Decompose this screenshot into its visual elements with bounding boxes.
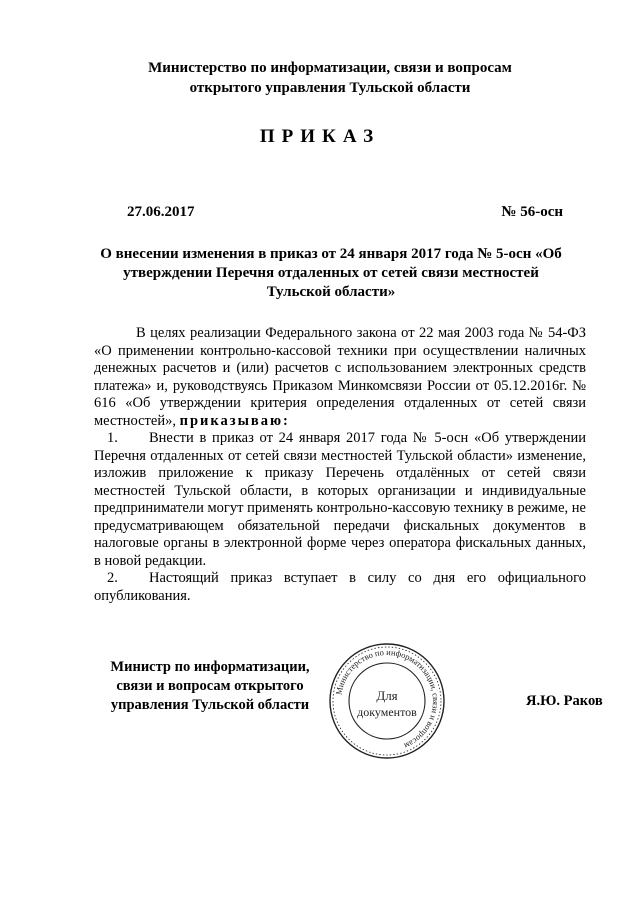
item-1-text: Внести в приказ от 24 января 2017 года № 5-осн «Об утверждении Перечня отдаленных от сетей связи местностей Тульской области» изменение, изложив приложение к приказу Перечень отдалённых от сетей связи местностей Тульской области, в которых организации и индивидуальные предприниматели могут применять контрольно-кассовую технику в режиме, не предусматривающем обязательной передачи фискальных документов в налоговые органы в электронной форме через оператора фискальных данных, в новой редакции.: [94, 430, 586, 569]
ministry-line-2: открытого управления Тульской области: [189, 80, 471, 96]
intro-paragraph: [94, 325, 586, 430]
order-body: [94, 325, 586, 605]
stamp-center-line-2: документов: [357, 705, 417, 719]
item-1-number: 1.: [107, 430, 118, 446]
order-item-2: [94, 570, 586, 605]
order-date: 27.06.2017: [127, 204, 195, 220]
intro-text: В целях реализации Федерального закона от 22 мая 2003 года № 54-ФЗ «О применении контрольно-кассовой техники при осуществлении наличных денежных расчетов и (или) расчетов с использованием электронных средств платежа» и, руководствуясь Приказом Минкомсвязи России от 05.12.2016г. № 616 «Об утверждении критерия определения отдаленных от сетей связи местностей»,: [94, 325, 586, 429]
order-item-1: [94, 430, 586, 570]
signatory-name: Я.Ю. Раков: [526, 693, 603, 709]
order-subject: О внесении изменения в приказ от 24 января 2017 года № 5-осн «Об утверждении Перечня отдаленных от сетей связи местностей Тульской области»: [100, 246, 562, 300]
signatory-position: [100, 658, 320, 715]
ministry-line-1: Министерство по информатизации, связи и вопросам: [148, 60, 512, 76]
position-line-2: связи и вопросам открытого: [116, 678, 304, 694]
official-stamp: [328, 642, 446, 760]
position-line-3: управления Тульской области: [110, 697, 310, 713]
document-title: ПРИКАЗ: [259, 126, 381, 147]
item-2-number: 2.: [107, 570, 118, 586]
order-directive: приказываю:: [179, 412, 290, 429]
ministry-header: [120, 58, 540, 98]
stamp-center-line-1: Для: [376, 688, 398, 703]
item-2-text: Настоящий приказ вступает в силу со дня его официального опубликования.: [94, 570, 586, 604]
stamp-ring-text: Министерство по информатизации, связи и вопросам: [333, 646, 442, 752]
position-line-1: Министр по информатизации,: [110, 659, 310, 675]
order-number: № 56-осн: [501, 204, 563, 220]
